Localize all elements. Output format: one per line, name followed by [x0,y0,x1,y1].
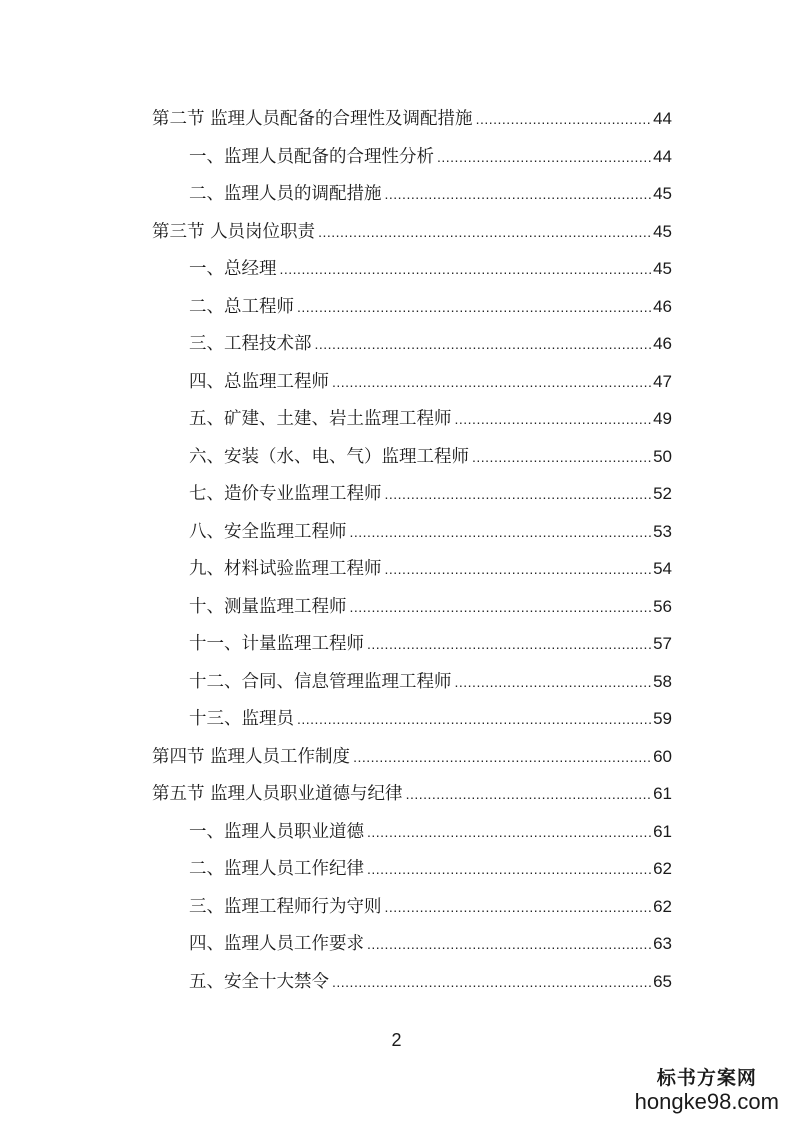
toc-entry[interactable] [152,438,672,476]
toc-entry-page: 61 [653,784,672,803]
toc-leader-dots [406,776,652,814]
toc-leader-dots [367,926,651,964]
toc-entry-title: 五、安全十大禁令 [189,971,329,992]
toc-entry[interactable] [152,250,672,288]
toc-entry-page: 46 [653,296,672,316]
toc-entry[interactable] [152,588,672,626]
toc-leader-dots [297,289,651,327]
toc-entry[interactable] [152,775,672,813]
toc-entry-page: 60 [653,746,672,766]
toc-leader-dots [353,739,651,777]
toc-entry[interactable] [152,138,672,176]
toc-entry-title: 第二节 监理人员配备的合理性及调配措施 [152,109,473,129]
toc-leader-dots [332,364,651,402]
toc-leader-dots [476,101,652,139]
toc-entry-page: 61 [653,821,672,841]
toc-entry[interactable] [152,925,672,963]
toc-leader-dots [280,251,652,289]
toc-entry-title: 三、工程技术部 [189,334,312,354]
toc-entry-page: 62 [653,896,672,916]
toc-entry[interactable] [152,100,672,138]
toc-entry-page: 44 [653,146,672,166]
toc-entry-page: 50 [653,446,672,466]
toc-leader-dots [455,401,652,439]
toc-leader-dots [385,176,652,214]
toc-entry[interactable] [152,475,672,513]
toc-leader-dots [318,214,651,252]
toc-leader-dots [385,476,652,514]
toc-entry-page: 49 [653,409,672,428]
toc-leader-dots [315,326,652,364]
toc-leader-dots [350,514,652,552]
toc-entry[interactable] [152,363,672,401]
toc-entry-title: 八、安全监理工程师 [189,521,347,542]
page-number: 2 [391,1030,402,1050]
toc-entry-page: 58 [653,671,672,691]
toc-leader-dots [367,626,651,664]
toc-entry-title: 一、总经理 [189,259,277,279]
toc-entry[interactable] [152,325,672,363]
toc-entry[interactable] [152,550,672,588]
toc-entry-page: 65 [653,971,672,991]
toc-entry[interactable] [152,288,672,326]
toc-entry-title: 一、监理人员配备的合理性分析 [189,146,434,167]
toc-entry-page: 57 [653,634,672,653]
toc-entry-page: 62 [653,859,672,878]
toc-entry-title: 五、矿建、土建、岩土监理工程师 [189,409,452,429]
toc-entry-page: 46 [653,334,672,353]
toc-entry[interactable] [152,813,672,851]
table-of-contents [152,100,672,1000]
toc-leader-dots [455,664,652,702]
toc-entry-title: 一、监理人员职业道德 [189,821,364,842]
toc-entry[interactable] [152,738,672,776]
toc-leader-dots [350,589,652,627]
toc-entry-title: 十一、计量监理工程师 [189,634,364,654]
toc-entry-page: 53 [653,521,672,541]
toc-entry[interactable] [152,213,672,251]
toc-entry-title: 二、监理人员的调配措施 [189,184,382,204]
toc-entry-page: 45 [653,184,672,203]
toc-entry-title: 十三、监理员 [189,709,294,729]
toc-entry[interactable] [152,850,672,888]
toc-entry-title: 第五节 监理人员职业道德与纪律 [152,784,403,804]
toc-entry-page: 44 [653,109,672,128]
toc-entry-page: 63 [653,934,672,953]
toc-entry[interactable] [152,700,672,738]
toc-entry-page: 45 [653,259,672,278]
toc-entry-title: 四、监理人员工作要求 [189,934,364,954]
toc-entry-title: 第四节 监理人员工作制度 [152,746,351,767]
watermark-url: hongke98.com [634,1089,779,1114]
toc-entry-page: 54 [653,559,672,578]
toc-entry-title: 七、造价专业监理工程师 [189,484,382,504]
toc-entry-title: 二、监理人员工作纪律 [189,859,364,879]
toc-leader-dots [367,851,651,889]
toc-leader-dots [437,139,651,177]
toc-entry[interactable] [152,513,672,551]
toc-entry-title: 十二、合同、信息管理监理工程师 [189,671,452,692]
toc-entry[interactable] [152,963,672,1001]
toc-entry-title: 六、安装（水、电、气）监理工程师 [189,446,469,467]
toc-entry-title: 九、材料试验监理工程师 [189,559,382,579]
toc-leader-dots [385,551,652,589]
toc-leader-dots [367,814,651,852]
toc-entry-page: 47 [653,371,672,391]
toc-leader-dots [297,701,651,739]
toc-entry[interactable] [152,625,672,663]
toc-leader-dots [472,439,651,477]
toc-leader-dots [332,964,651,1002]
toc-entry[interactable] [152,888,672,926]
toc-entry-page: 59 [653,709,672,728]
toc-entry[interactable] [152,663,672,701]
toc-entry-title: 十、测量监理工程师 [189,596,347,617]
toc-entry-page: 52 [653,484,672,503]
toc-entry-title: 四、总监理工程师 [189,371,329,392]
watermark-name: 标书方案网 [656,1067,757,1089]
watermark [635,1066,779,1114]
toc-entry-page: 45 [653,221,672,241]
toc-entry-title: 二、总工程师 [189,296,294,317]
toc-leader-dots [385,889,652,927]
toc-entry-title: 三、监理工程师行为守则 [189,896,382,917]
toc-entry[interactable] [152,175,672,213]
toc-entry-page: 56 [653,596,672,616]
toc-entry[interactable] [152,400,672,438]
toc-entry-title: 第三节 人员岗位职责 [152,221,316,242]
